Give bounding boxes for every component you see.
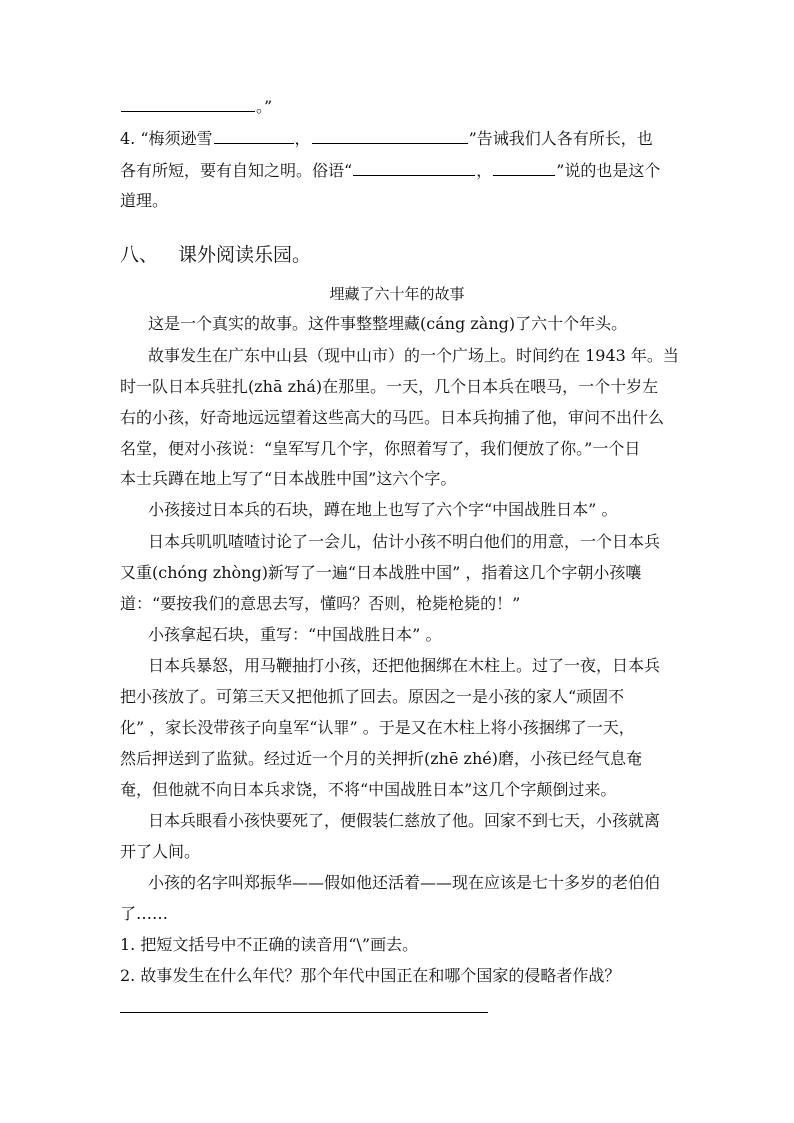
story-line: 又重(chóng zhòng)新写了一遍“日本战胜中国” ，指着这几个字朝小孩嚷 [120, 563, 642, 582]
story-line: 然后押送到了监狱。经过近一个月的关押折(zhē zhé)磨，小孩已经气息奄 [120, 749, 642, 768]
story-line: 把小孩放了。可第三天又把他抓了回去。原因之一是小孩的家人“顽固不 [120, 687, 625, 706]
story-line: 时一队日本兵驻扎(zhā zhá)在那里。一天，几个日本兵在喂马，一个十岁左 [120, 377, 659, 396]
answer-blank[interactable] [493, 160, 555, 176]
story-line: 道：“要按我们的意思去写，懂吗？否则，枪毙枪毙的！” [120, 594, 521, 613]
story-line: 日本兵暴怒，用马鞭抽打小孩，还把他捆绑在木柱上。过了一夜，日本兵 [148, 656, 661, 675]
answer-blank[interactable] [312, 128, 468, 144]
q4-part1: “梅须逊雪 [140, 129, 213, 148]
q4-line-3: 道理。 [120, 191, 169, 210]
story-line: 这是一个真实的故事。这件事整整埋藏(cáng zàng)了六十个年头。 [148, 314, 628, 333]
story-line: 小孩接过日本兵的石块，蹲在地上也写了六个字“中国战胜日本” 。 [148, 500, 618, 519]
q4-line-2 [120, 160, 660, 181]
story-line: 日本兵眼看小孩快要死了，便假装仁慈放了他。回家不到七天，小孩就离 [148, 811, 661, 830]
top-continuation-tail: 。” [256, 97, 273, 116]
story-line: 日本兵叽叽喳喳讨论了一会儿，估计小孩不明白他们的用意，一个日本兵 [148, 532, 661, 551]
question-number: 2. [120, 966, 136, 985]
answer-line[interactable] [120, 1012, 488, 1013]
section-number: 八、 [120, 244, 159, 266]
story-line: 化” ，家长没带孩子向皇军“认罪” 。于是又在木柱上将小孩捆绑了一天， [120, 718, 635, 737]
question-number: 1. [120, 935, 136, 954]
question-text: 把短文括号中不正确的读音用“\”画去。 [140, 935, 419, 954]
section-heading [120, 243, 311, 267]
story-line: 奄，但他就不向日本兵求饶，不将“中国战胜日本”这几个字颠倒过来。 [120, 780, 617, 799]
story-line: 本士兵蹲在地上写了“日本战胜中国”这六个字。 [120, 469, 457, 488]
q4-part2: ”告诫我们人各有所长，也 [468, 129, 653, 148]
question-text: 故事发生在什么年代？那个年代中国正在和哪个国家的侵略者作战？ [140, 966, 621, 985]
top-continuation-line [120, 96, 272, 117]
story-line: 故事发生在广东中山县（现中山市）的一个广场上。时间约在 1943 年。当 [148, 346, 679, 365]
question-2 [120, 966, 620, 986]
story-line: 右的小孩，好奇地远远望着这些高大的马匹。日本兵拘捕了他，审问不出什么 [120, 408, 665, 427]
story-line: 了…… [120, 904, 169, 923]
q4-line2b: ”说的也是这个 [556, 161, 661, 180]
answer-blank[interactable] [214, 128, 294, 144]
section-title: 课外阅读乐园。 [178, 244, 312, 266]
question-1 [120, 935, 418, 955]
answer-blank[interactable] [353, 160, 475, 176]
story-line: 小孩拿起石块，重写：“中国战胜日本” 。 [148, 625, 442, 644]
story-line: 名堂，便对小孩说：“皇军写几个字，你照着写了，我们便放了你。”一个日 [120, 439, 641, 458]
q4-line2a: 各有所短，要有自知之明。俗语“ [120, 161, 353, 180]
q4-comma2: ， [476, 161, 493, 180]
q4-line-1 [120, 128, 653, 149]
story-line: 小孩的名字叫郑振华——假如他还活着——现在应该是七十多岁的老伯伯 [148, 873, 661, 892]
story-line: 开了人间。 [120, 842, 201, 861]
q4-number: 4. [120, 129, 136, 148]
story-title: 埋藏了六十年的故事 [329, 285, 465, 303]
q4-comma1: ， [294, 129, 311, 148]
answer-blank[interactable] [121, 96, 255, 112]
